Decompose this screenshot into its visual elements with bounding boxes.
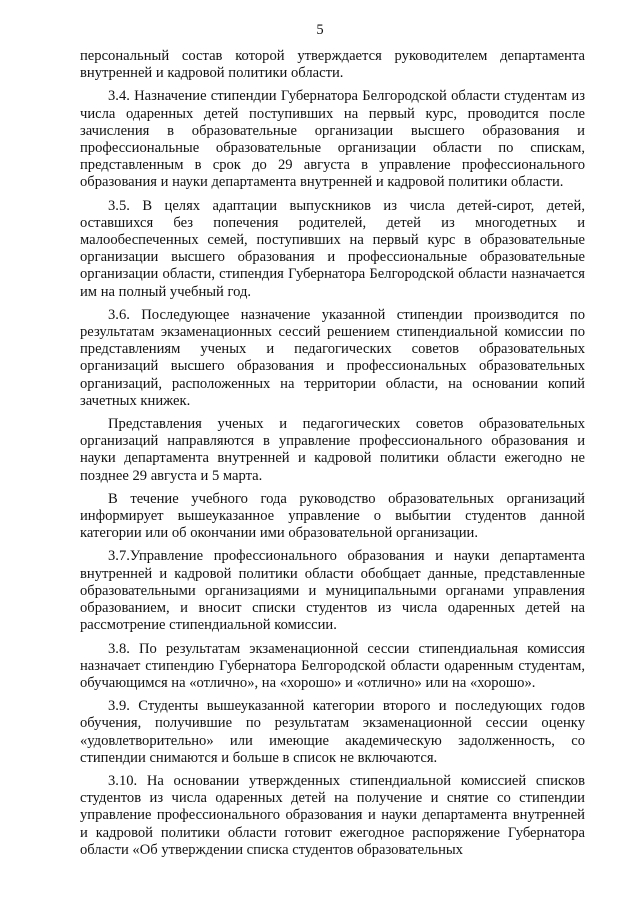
document-body <box>80 48 585 865</box>
paragraph-continuation: персональный состав которой утверждается руководителем департамента внутренней и кадровой политики области. <box>80 48 585 82</box>
page-number: 5 <box>316 22 324 38</box>
paragraph-representations: Представления ученых и педагогических советов образовательных организаций направляются в управление профессионального образования и науки департамента внутренней и кадровой политики области ежегодно не позднее 29 августа и 5 марта. <box>80 416 585 484</box>
paragraph-3-10: 3.10. На основании утвержденных стипендиальной комиссией списков студентов из числа одаренных детей на получение и снятие со стипендии управление профессионального образования и науки департамента внутренней и кадровой политики области готовит ежегодное распоряжение Губернатора области «Об утверждении списка студентов образовательных <box>80 772 585 858</box>
paragraph-academic-year: В течение учебного года руководство образовательных организаций информирует вышеуказанное управление о выбытии студентов данной категории или об окончании ими образовательной организации. <box>80 490 585 542</box>
paragraph-3-8: 3.8. По результатам экзаменационной сессии стипендиальная комиссия назначает стипендию Губернатора Белгородской области одаренным студентам, обучающимся на «отлично», на «хорошо» и «отлично» или на «хорошо». <box>80 640 585 691</box>
paragraph-3-4: 3.4. Назначение стипендии Губернатора Белгородской области студентам из числа одаренных детей поступивших на первый курс, проводится после зачисления в образовательные организации высшего образования и профессиональные образовательные организации области по спискам, представленным в срок до 29 августа в управление профессионального образования и науки департамента внутренней и кадровой политики области. <box>80 88 585 191</box>
paragraph-3-5: 3.5. В целях адаптации выпускников из числа детей-сирот, детей, оставшихся без попечения родителей, детей из многодетных и малообеспеченных семей, поступивших на первый курс в образовательные организации высшего образования и профессиональные образовательные организации области, стипендия Губернатора Белгородской области назначается им на полный учебный год. <box>80 197 585 300</box>
paragraph-3-7: 3.7.Управление профессионального образования и науки департамента внутренней и кадровой политики области обобщает данные, представленные образовательными организациями и муниципальными органами управления образованием, и вносит списки студентов из числа одаренных детей на рассмотрение стипендиальной комиссии. <box>80 548 585 634</box>
paragraph-3-6: 3.6. Последующее назначение указанной стипендии производится по результатам экзаменационных сессий решением стипендиальной комиссии по представлениям ученых и педагогических советов образовательных организаций высшего образования и профессиональных образовательных организаций, расположенных на территории области, на основании копий зачетных книжек. <box>80 306 585 409</box>
paragraph-3-9: 3.9. Студенты вышеуказанной категории второго и последующих годов обучения, получившие по результатам экзаменационной сессии оценку «удовлетворительно» или имеющие академическую задолженность, со стипендии снимаются и больше в список не включаются. <box>80 698 585 766</box>
